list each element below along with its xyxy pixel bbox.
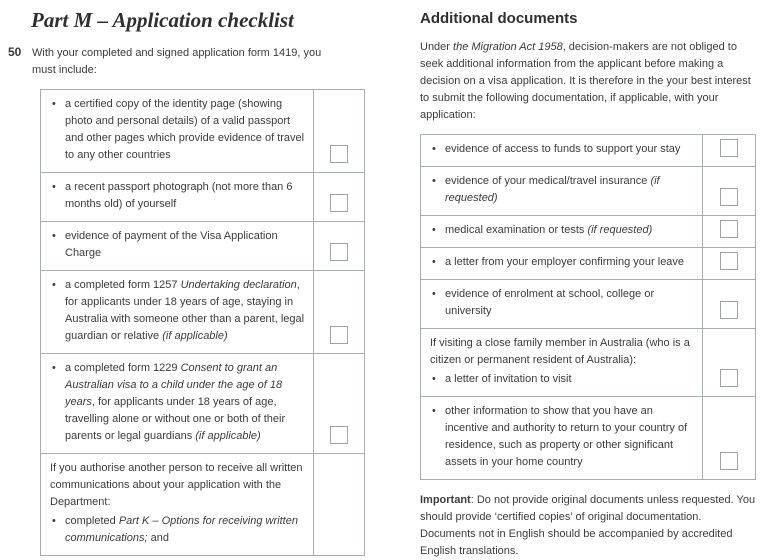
checklist-row	[421, 396, 755, 479]
bullet-item	[50, 513, 307, 547]
checklist-row	[41, 353, 364, 453]
row-intro-text: If you authorise another person to receive all written communications about your application with the Department:	[50, 462, 303, 508]
bullet-text: a letter of invitation to visit	[445, 373, 572, 385]
bullet-text: a completed form 1229 Consent to grant an Australian visa to a child under the age of 18 years, for applicants under 18 years of age, travelling alone or without one or both of their parents or legal guardians (if applicable)	[65, 362, 286, 442]
checklist-row-text	[41, 222, 314, 270]
checklist-row-text	[421, 167, 703, 215]
checkbox-cell	[314, 173, 364, 221]
checklist-row	[421, 328, 755, 396]
checklist-row-text	[421, 216, 703, 247]
bullet-icon: •	[432, 405, 436, 417]
bullet-item	[430, 141, 696, 158]
checklist-row-text	[41, 173, 314, 221]
bullet-icon: •	[52, 279, 56, 291]
checkbox[interactable]	[330, 243, 348, 261]
bullet-text: evidence of payment of the Visa Application Charge	[65, 230, 278, 259]
checklist-row-text	[421, 248, 703, 279]
checkbox-cell	[703, 167, 755, 215]
checklist-row	[41, 221, 364, 270]
checklist-row	[421, 279, 755, 328]
checkbox[interactable]	[330, 326, 348, 344]
checkbox[interactable]	[720, 301, 738, 319]
bullet-icon: •	[432, 175, 436, 187]
additional-documents-intro: Under the Migration Act 1958, decision-makers are not obliged to seek additional information from the applicant before making a decision on a visa application. It is therefore in the your best interest to submit the following documentation, if applicable, with your application:	[420, 41, 751, 121]
bullet-item	[50, 228, 307, 262]
additional-documents-heading: Additional documents	[420, 10, 578, 27]
additional-documents-table	[420, 134, 756, 480]
bullet-text: evidence of your medical/travel insurance (if requested)	[445, 175, 660, 204]
bullet-icon: •	[432, 373, 436, 385]
bullet-item	[50, 96, 307, 164]
row-intro-text: If visiting a close family member in Australia (who is a citizen or permanent resident of Australia):	[430, 337, 690, 366]
bullet-item	[430, 173, 696, 207]
part-m-heading: Part M – Application checklist	[31, 8, 294, 32]
checkbox-cell	[703, 280, 755, 328]
checkbox[interactable]	[720, 188, 738, 206]
bullet-icon: •	[52, 98, 56, 110]
bullet-item	[430, 371, 696, 388]
bullet-text: a completed form 1257 Undertaking declaration, for applicants under 18 years of age, staying in Australia with someone other than a parent, legal guardian or relative (if applicable)	[65, 279, 305, 342]
checklist-row-text	[421, 397, 703, 479]
checklist-row-text	[421, 280, 703, 328]
bullet-item	[50, 179, 307, 213]
checklist-row	[41, 270, 364, 353]
checkbox[interactable]	[720, 139, 738, 157]
checkbox-cell	[703, 216, 755, 247]
checklist-row	[421, 135, 755, 166]
checklist-row-text	[41, 354, 314, 453]
checkbox-cell	[314, 454, 364, 555]
checkbox[interactable]	[720, 452, 738, 470]
checklist-row	[41, 453, 364, 555]
bullet-text: evidence of access to funds to support your stay	[445, 143, 681, 155]
bullet-item	[430, 254, 696, 271]
bullet-icon: •	[52, 181, 56, 193]
bullet-item	[430, 286, 696, 320]
checklist-row	[421, 166, 755, 215]
checkbox[interactable]	[330, 194, 348, 212]
question-text: With your completed and signed application form 1419, you must include:	[32, 47, 322, 76]
bullet-icon: •	[52, 362, 56, 374]
bullet-text: medical examination or tests (if requested)	[445, 224, 653, 236]
checkbox[interactable]	[330, 145, 348, 163]
checkbox-cell	[314, 90, 364, 172]
checkbox-cell	[703, 329, 755, 396]
checklist-row-text	[41, 90, 314, 172]
left-column	[8, 8, 380, 556]
bullet-icon: •	[52, 515, 56, 527]
bullet-text: evidence of enrolment at school, college or university	[445, 288, 655, 317]
checkbox-cell	[703, 397, 755, 479]
checkbox-cell	[314, 222, 364, 270]
checklist-row-text	[41, 271, 314, 353]
checkbox[interactable]	[330, 426, 348, 444]
bullet-item	[430, 222, 696, 239]
bullet-icon: •	[432, 288, 436, 300]
checklist-row-text	[421, 135, 703, 166]
checklist-row	[41, 172, 364, 221]
bullet-item	[50, 277, 307, 345]
right-column	[420, 10, 760, 560]
checklist-row-text	[41, 454, 314, 555]
checkbox[interactable]	[720, 220, 738, 238]
checklist-row	[41, 90, 364, 172]
bullet-icon: •	[52, 230, 56, 242]
bullet-icon: •	[432, 224, 436, 236]
checkbox-cell	[703, 248, 755, 279]
bullet-text: completed Part K – Options for receiving written communications; and	[65, 515, 298, 544]
checkbox[interactable]	[720, 252, 738, 270]
bullet-icon: •	[432, 256, 436, 268]
checklist-row	[421, 247, 755, 279]
bullet-item	[430, 403, 696, 471]
bullet-text: other information to show that you have an incentive and authority to return to your country of residence, such as property or other significant assets in your home country	[445, 405, 688, 468]
bullet-text: a recent passport photograph (not more than 6 months old) of yourself	[65, 181, 293, 210]
important-note: Important: Do not provide original documents unless requested. You should provide ‘certified copies’ of original documentation. Documents not in English should be accompanied by accredited English translations.	[420, 494, 756, 557]
bullet-icon: •	[432, 143, 436, 155]
checkbox-cell	[314, 354, 364, 453]
application-checklist-table	[40, 89, 365, 556]
question-50	[8, 45, 380, 79]
bullet-text: a letter from your employer confirming your leave	[445, 256, 685, 268]
checkbox-cell	[703, 135, 755, 166]
question-number: 50	[8, 45, 22, 59]
checkbox[interactable]	[720, 369, 738, 387]
bullet-item	[50, 360, 307, 445]
checkbox-cell	[314, 271, 364, 353]
checklist-row-text	[421, 329, 703, 396]
bullet-text: a certified copy of the identity page (showing photo and personal details) of a valid passport and other pages which provide evidence of travel to any other countries	[65, 98, 305, 161]
checklist-row	[421, 215, 755, 247]
